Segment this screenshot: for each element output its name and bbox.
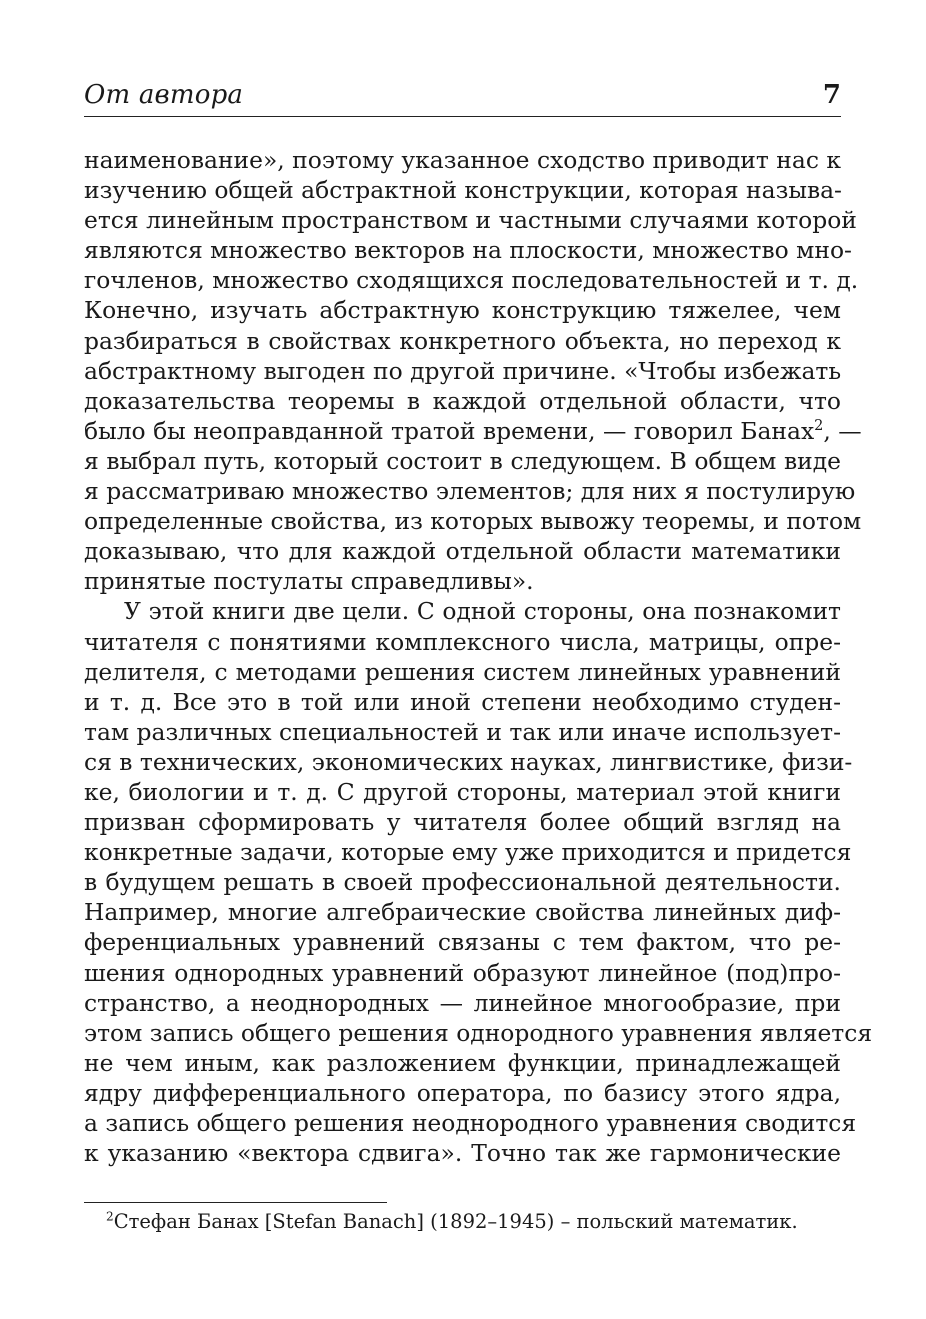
text-line: изучению общей абстрактной конструкции, которая называ- [84,176,842,205]
text-line: делителя, с методами решения систем линейных уравнений [84,657,841,686]
footnote [106,1209,798,1235]
paragraph-2 [84,596,873,1168]
text-line: не чем иным, как разложением функции, принадлежащей [84,1048,841,1077]
text-line: У этой книги две цели. С одной стороны, она познакомит [124,597,841,626]
text-line: ядру дифференциального оператора, по базису этого ядра, [84,1078,841,1107]
text-line: этом запись общего решения однородного уравнения является [84,1018,873,1047]
text-line: принятые постулаты справедливы». [84,567,534,596]
text-line: являются множество векторов на плоскости, множество мно- [84,236,852,265]
text-line: ется линейным пространством и частными случаями которой [84,206,857,235]
running-title: От автора [84,80,244,110]
text-line: ференциальных уравнений связаны с тем фактом, что ре- [84,928,841,957]
text-line: ся в технических, экономических науках, лингвистике, физи- [84,747,853,776]
text-line: я рассматриваю множество элементов; для них я постулирую [84,477,856,506]
text-line: наименование», поэтому указанное сходство приводит нас к [84,146,841,174]
footnote-marker: 2 [106,1209,114,1224]
book-page [84,80,873,1233]
paragraph-1 [84,145,862,596]
text-line: определенные свойства, из которых вывожу теоремы, и потом [84,507,862,536]
text-line: там различных специальностей и так или иначе использует- [84,717,841,746]
text-segment: , — [823,416,862,445]
text-line: Например, многие алгебраические свойства линейных диф- [84,898,841,927]
text-line: конкретные задачи, которые ему уже приходится и придется [84,838,852,867]
text-line: и т. д. Все это в той или иной степени необходимо студен- [84,687,841,716]
text-line: абстрактному выгоден по другой причине. «Чтобы избежать [84,356,842,385]
text-line: разбираться в свойствах конкретного объекта, но переход к [84,326,841,355]
text-line: а запись общего решения неоднородного уравнения сводится [84,1109,857,1137]
text-line: ке, биологии и т. д. С другой стороны, материал этой книги [84,777,841,806]
text-line: доказываю, что для каждой отдельной области математики [84,537,841,566]
body-text [84,145,873,1168]
footnote-text: Стефан Банах [Stefan Banach] (1892–1945) – польский математик. [113,1210,798,1233]
text-line: в будущем решать в своей профессиональной деятельности. [84,868,841,897]
text-line: гочленов, множество сходящихся последовательностей и т. д. [84,266,859,295]
text-segment: было бы неоправданной тратой времени, — говорил Банах [84,416,815,445]
text-line: к указанию «вектора сдвига». Точно так же гармонические [84,1139,841,1168]
text-line: призван сформировать у читателя более общий взгляд на [84,808,841,837]
text-line-with-footnote [84,416,862,446]
text-line: я выбрал путь, который состоит в следующем. В общем виде [84,446,841,475]
text-line: читателя с понятиями комплексного числа, матрицы, опре- [84,627,841,656]
text-line: странство, а неоднородных — линейное многообразие, при [84,988,841,1017]
text-line: доказательства теоремы в каждой отдельной области, что [84,386,841,415]
running-header [84,80,841,117]
page-number: 7 [822,80,841,110]
text-line: шения однородных уравнений образуют линейное (под)про- [84,958,841,987]
text-line: Конечно, изучать абстрактную конструкцию тяжелее, чем [84,296,841,325]
footnote-reference[interactable]: 2 [814,418,824,435]
footnote-separator [84,1202,387,1203]
